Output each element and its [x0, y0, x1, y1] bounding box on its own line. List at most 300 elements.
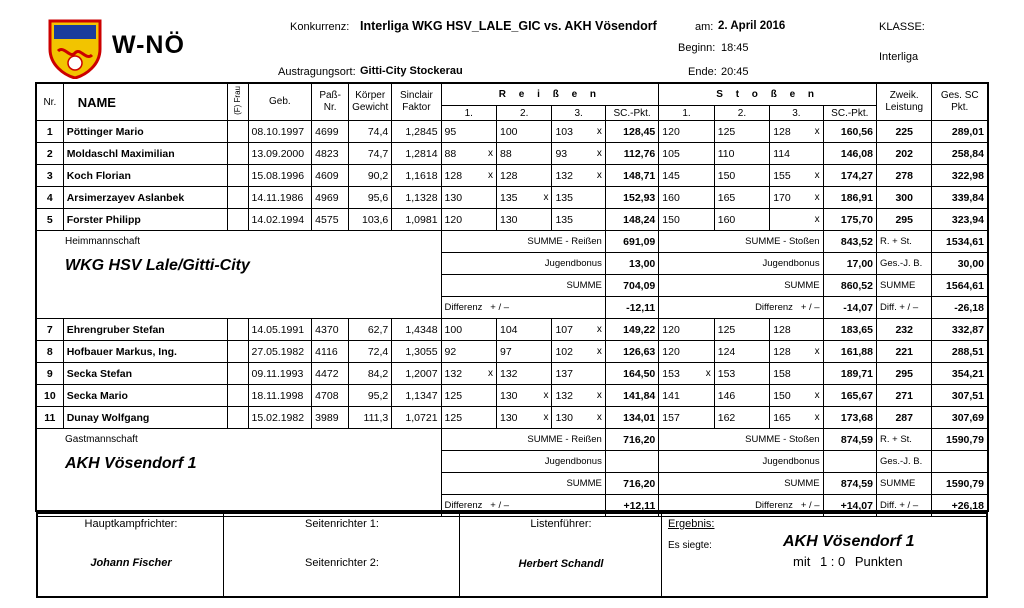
s3-weight: 135	[555, 213, 573, 226]
s3-attempt-cell	[552, 143, 605, 165]
sum-snatch-label: SUMME - Reißen	[441, 429, 605, 451]
sum-cj: 874,59	[823, 429, 876, 451]
cj-sc: 161,88	[823, 341, 876, 363]
team-blank	[37, 297, 442, 319]
athlete-birthdate: 14.11.1986	[248, 187, 312, 209]
athlete-sinclair: 1,4348	[392, 319, 441, 341]
summe-cj: 874,59	[823, 473, 876, 495]
s3-weight: 137	[555, 367, 573, 380]
col-name: NAME	[63, 84, 227, 121]
athlete-total: 295	[877, 363, 932, 385]
c3-invalid-mark: x	[814, 169, 820, 181]
s2-weight: 88	[500, 147, 512, 160]
summe-cj-label: SUMME	[659, 473, 823, 495]
c1-attempt-cell	[659, 341, 714, 363]
score-suffix: Punkten	[854, 554, 903, 569]
c2-attempt-cell	[714, 165, 769, 187]
crest-icon	[46, 17, 104, 79]
s3-attempt-cell	[552, 385, 605, 407]
summe-cj-label: SUMME	[659, 275, 823, 297]
cj-sc: 189,71	[823, 363, 876, 385]
athlete-frau	[227, 319, 248, 341]
athlete-nr: 4	[37, 187, 64, 209]
sum-cj-label: SUMME - Stoßen	[659, 429, 823, 451]
athlete-birthdate: 18.11.1998	[248, 385, 312, 407]
athlete-frau	[227, 363, 248, 385]
s2-attempt-cell	[497, 385, 552, 407]
col-a3: 3.	[770, 106, 823, 121]
s1-attempt-cell	[441, 341, 496, 363]
youth-cj-label: Jugendbonus	[659, 253, 823, 275]
athlete-birthdate: 15.08.1996	[248, 165, 312, 187]
diff-total-label: Diff. + / –	[877, 297, 932, 319]
s3-attempt-cell	[552, 209, 605, 231]
snatch-sc: 152,93	[605, 187, 658, 209]
c1-attempt-cell	[659, 385, 714, 407]
col-a3: 3.	[552, 106, 605, 121]
athlete-pass: 4823	[312, 143, 349, 165]
athlete-name: Dunay Wolfgang	[63, 407, 227, 429]
diff-cj: -14,07	[823, 297, 876, 319]
c3-weight: 150	[773, 389, 791, 402]
col-koerper: Körper Gewicht	[349, 84, 392, 121]
s3-weight: 132	[555, 169, 573, 182]
athlete-ges-sc: 323,94	[932, 209, 988, 231]
athlete-pass: 4116	[312, 341, 349, 363]
athlete-nr: 3	[37, 165, 64, 187]
col-geb: Geb.	[248, 84, 312, 121]
c2-weight: 153	[717, 367, 736, 380]
s2-weight: 130	[500, 411, 518, 424]
s1-attempt-cell	[441, 165, 496, 187]
athlete-ges-sc: 322,98	[932, 165, 988, 187]
s1-attempt-cell	[441, 209, 496, 231]
s1-weight: 95	[444, 125, 457, 138]
c2-attempt-cell	[714, 121, 769, 143]
s2-attempt-cell	[497, 187, 552, 209]
c3-invalid-mark: x	[814, 125, 820, 137]
rst-label: R. + St.	[877, 429, 932, 451]
diff-snatch-label: Differenz + / –	[441, 297, 605, 319]
athlete-ges-sc: 288,51	[932, 341, 988, 363]
s3-weight: 135	[555, 191, 573, 204]
s3-weight: 103	[555, 125, 573, 138]
athlete-row	[37, 165, 988, 187]
team-label-cell: Heimmannschaft	[37, 231, 442, 253]
diff-snatch: +12,11	[605, 495, 658, 517]
class-label: KLASSE:	[879, 21, 925, 33]
venue-value: Gitti-City Stockerau	[360, 65, 463, 77]
youth-snatch-label: Jugendbonus	[441, 253, 605, 275]
c1-weight: 120	[662, 125, 680, 138]
athlete-total: 232	[877, 319, 932, 341]
c2-weight: 110	[717, 147, 735, 160]
athlete-pass: 4699	[312, 121, 349, 143]
s2-attempt-cell	[497, 341, 552, 363]
athlete-birthdate: 14.02.1994	[248, 209, 312, 231]
summe-total: 1590,79	[932, 473, 988, 495]
s2-invalid-mark: x	[543, 191, 549, 203]
athlete-frau	[227, 165, 248, 187]
c3-attempt-cell	[770, 407, 823, 429]
s1-invalid-mark: x	[488, 147, 493, 159]
athlete-nr: 8	[37, 341, 64, 363]
c3-weight: 128	[773, 345, 791, 358]
s2-attempt-cell	[497, 143, 552, 165]
end-time: 20:45	[721, 66, 749, 78]
summe-cj: 860,52	[823, 275, 876, 297]
team-name: AKH Vösendorf 1	[37, 451, 442, 495]
athlete-total: 271	[877, 385, 932, 407]
athlete-birthdate: 15.02.1982	[248, 407, 312, 429]
athlete-total: 225	[877, 121, 932, 143]
s1-attempt-cell	[441, 407, 496, 429]
c1-weight: 150	[662, 213, 680, 226]
score-prefix: mit	[793, 554, 811, 569]
cj-sc: 175,70	[823, 209, 876, 231]
athlete-total: 300	[877, 187, 932, 209]
c1-attempt-cell	[659, 363, 714, 385]
c2-weight: 162	[717, 411, 736, 424]
c2-weight: 125	[717, 125, 736, 138]
referee-name: Johann Fischer	[90, 557, 172, 569]
athlete-total: 287	[877, 407, 932, 429]
col-sinclair: Sinclair Faktor	[392, 84, 441, 121]
class-value: Interliga	[879, 51, 919, 63]
snatch-sc: 164,50	[605, 363, 658, 385]
athlete-name: Moldaschl Maximilian	[63, 143, 227, 165]
athlete-frau	[227, 407, 248, 429]
c2-weight: 146	[717, 389, 736, 402]
c3-weight: 165	[773, 411, 791, 424]
s2-attempt-cell	[497, 121, 552, 143]
c2-attempt-cell	[714, 363, 769, 385]
gesjb-label: Ges.-J. B.	[877, 451, 932, 473]
end-label: Ende:	[688, 66, 717, 78]
s2-attempt-cell	[497, 363, 552, 385]
athlete-ges-sc: 289,01	[932, 121, 988, 143]
c3-weight: 170	[773, 191, 791, 204]
c1-invalid-mark: x	[705, 367, 711, 379]
s3-invalid-mark: x	[596, 169, 602, 181]
s2-weight: 130	[500, 389, 518, 402]
federation-logo	[46, 17, 104, 79]
c1-attempt-cell	[659, 165, 714, 187]
s2-attempt-cell	[497, 407, 552, 429]
athlete-pass: 4575	[312, 209, 349, 231]
gesjb-value: 30,00	[932, 253, 988, 275]
athlete-row	[37, 341, 988, 363]
athlete-frau	[227, 209, 248, 231]
s3-invalid-mark: x	[596, 345, 602, 357]
athlete-sinclair: 1,1328	[392, 187, 441, 209]
athlete-sinclair: 1,1618	[392, 165, 441, 187]
athlete-pass: 4708	[312, 385, 349, 407]
cj-sc: 160,56	[823, 121, 876, 143]
col-zweik: Zweik. Leistung	[877, 84, 932, 121]
c3-attempt-cell	[770, 121, 823, 143]
s1-attempt-cell	[441, 385, 496, 407]
athlete-name: Secka Stefan	[63, 363, 227, 385]
athlete-name: Pöttinger Mario	[63, 121, 227, 143]
summe-total-label: SUMME	[877, 275, 932, 297]
athlete-pass: 3989	[312, 407, 349, 429]
s2-weight: 135	[500, 191, 518, 204]
c2-attempt-cell	[714, 143, 769, 165]
c1-attempt-cell	[659, 209, 714, 231]
athlete-row	[37, 209, 988, 231]
athlete-bodyweight: 84,2	[349, 363, 392, 385]
athlete-sinclair: 1,0981	[392, 209, 441, 231]
sum-snatch: 716,20	[605, 429, 658, 451]
athlete-total: 221	[877, 341, 932, 363]
signature-footer	[36, 512, 988, 598]
c1-weight: 145	[662, 169, 680, 182]
athlete-nr: 9	[37, 363, 64, 385]
athlete-nr: 2	[37, 143, 64, 165]
youth-cj-label: Jugendbonus	[659, 451, 823, 473]
col-snatch: R e i ß e n	[441, 84, 659, 106]
winner-label: Es siegte:	[668, 540, 712, 551]
athlete-nr: 11	[37, 407, 64, 429]
c1-weight: 105	[662, 147, 680, 160]
s1-weight: 92	[444, 345, 457, 358]
date-label: am:	[695, 21, 714, 33]
s1-attempt-cell	[441, 143, 496, 165]
competition-label: Konkurrenz:	[290, 21, 350, 33]
side-referee-2-label: Seitenrichter 2:	[305, 557, 379, 569]
athlete-birthdate: 09.11.1993	[248, 363, 312, 385]
gesjb-label: Ges.-J. B.	[877, 253, 932, 275]
athlete-bodyweight: 90,2	[349, 165, 392, 187]
col-sc: SC.-Pkt.	[605, 106, 658, 121]
col-gessc: Ges. SC Pkt.	[932, 84, 988, 121]
diff-snatch-label: Differenz + / –	[441, 495, 605, 517]
snatch-sc: 148,71	[605, 165, 658, 187]
c3-invalid-mark: x	[814, 345, 820, 357]
c2-weight: 124	[717, 345, 736, 358]
s2-weight: 104	[500, 323, 518, 336]
team-name: WKG HSV Lale/Gitti-City	[37, 253, 442, 297]
begin-label: Beginn:	[678, 42, 716, 54]
athlete-bodyweight: 103,6	[349, 209, 392, 231]
col-a2: 2.	[714, 106, 769, 121]
athlete-row	[37, 121, 988, 143]
athlete-row	[37, 385, 988, 407]
athlete-ges-sc: 354,21	[932, 363, 988, 385]
c3-invalid-mark: x	[814, 389, 820, 401]
athlete-total: 295	[877, 209, 932, 231]
athlete-bodyweight: 62,7	[349, 319, 392, 341]
athlete-birthdate: 13.09.2000	[248, 143, 312, 165]
score-value: 1 : 0	[819, 554, 846, 569]
snatch-sc: 148,24	[605, 209, 658, 231]
referee-label: Hauptkampfrichter:	[84, 518, 178, 530]
s2-invalid-mark: x	[543, 411, 549, 423]
snatch-sc: 149,22	[605, 319, 658, 341]
sum-cj-label: SUMME - Stoßen	[659, 231, 823, 253]
date-value: 2. April 2016	[718, 20, 786, 32]
athlete-sinclair: 1,3055	[392, 341, 441, 363]
c3-attempt-cell	[770, 165, 823, 187]
c2-attempt-cell	[714, 209, 769, 231]
s1-invalid-mark: x	[488, 367, 493, 379]
c2-weight: 125	[717, 323, 736, 336]
athlete-sinclair: 1,2814	[392, 143, 441, 165]
athlete-sinclair: 1,0721	[392, 407, 441, 429]
athlete-bodyweight: 74,4	[349, 121, 392, 143]
sum-cj: 843,52	[823, 231, 876, 253]
s3-weight: 107	[555, 323, 573, 336]
s1-weight: 88	[444, 147, 457, 160]
col-sc: SC.-Pkt.	[823, 106, 876, 121]
s1-weight: 125	[444, 411, 463, 424]
sum-snatch-label: SUMME - Reißen	[441, 231, 605, 253]
col-a1: 1.	[659, 106, 714, 121]
c3-invalid-mark: x	[814, 191, 820, 203]
s3-attempt-cell	[552, 341, 605, 363]
athlete-nr: 7	[37, 319, 64, 341]
col-frau-label: (F) Frau	[233, 86, 243, 115]
athlete-sinclair: 1,2007	[392, 363, 441, 385]
athlete-pass: 4370	[312, 319, 349, 341]
c3-attempt-cell	[770, 319, 823, 341]
s1-attempt-cell	[441, 363, 496, 385]
athlete-frau	[227, 143, 248, 165]
athlete-pass: 4969	[312, 187, 349, 209]
begin-time: 18:45	[721, 42, 749, 54]
c3-weight: 114	[773, 147, 790, 160]
cj-sc: 186,91	[823, 187, 876, 209]
s2-invalid-mark: x	[543, 389, 549, 401]
summe-snatch-label: SUMME	[441, 275, 605, 297]
athlete-total: 202	[877, 143, 932, 165]
athlete-row	[37, 319, 988, 341]
col-nr: Nr.	[37, 84, 64, 121]
s3-invalid-mark: x	[596, 323, 602, 335]
team-label-cell: Gastmannschaft	[37, 429, 442, 451]
c1-attempt-cell	[659, 319, 714, 341]
athlete-ges-sc: 307,69	[932, 407, 988, 429]
athlete-name: Arsimerzayev Aslanbek	[63, 187, 227, 209]
c3-attempt-cell	[770, 143, 823, 165]
s3-attempt-cell	[552, 407, 605, 429]
youth-snatch-label: Jugendbonus	[441, 451, 605, 473]
c3-attempt-cell	[770, 209, 823, 231]
athlete-bodyweight: 74,7	[349, 143, 392, 165]
athlete-nr: 10	[37, 385, 64, 407]
athlete-bodyweight: 111,3	[349, 407, 392, 429]
athlete-nr: 5	[37, 209, 64, 231]
s3-invalid-mark: x	[596, 147, 602, 159]
venue-label: Austragungsort:	[278, 66, 356, 78]
col-frau	[227, 84, 248, 121]
summe-total: 1564,61	[932, 275, 988, 297]
s3-attempt-cell	[552, 363, 605, 385]
athlete-frau	[227, 121, 248, 143]
s1-attempt-cell	[441, 187, 496, 209]
athlete-row	[37, 143, 988, 165]
s1-weight: 132	[444, 367, 463, 380]
youth-snatch	[605, 451, 658, 473]
s1-attempt-cell	[441, 121, 496, 143]
s2-weight: 97	[500, 345, 512, 358]
s3-weight: 130	[555, 411, 573, 424]
c3-attempt-cell	[770, 341, 823, 363]
athlete-bodyweight: 72,4	[349, 341, 392, 363]
c3-attempt-cell	[770, 187, 823, 209]
rst-value: 1534,61	[932, 231, 988, 253]
c1-weight: 120	[662, 323, 680, 336]
s3-weight: 93	[555, 147, 568, 160]
s3-invalid-mark: x	[596, 389, 602, 401]
c2-weight: 165	[717, 191, 736, 204]
c3-attempt-cell	[770, 363, 823, 385]
cj-sc: 165,67	[823, 385, 876, 407]
athlete-name: Secka Mario	[63, 385, 227, 407]
snatch-sc: 128,45	[605, 121, 658, 143]
s2-weight: 132	[500, 367, 518, 380]
c3-invalid-mark: x	[814, 411, 820, 423]
c1-attempt-cell	[659, 187, 714, 209]
summe-total-label: SUMME	[877, 473, 932, 495]
c3-weight: 128	[773, 125, 791, 138]
s3-attempt-cell	[552, 165, 605, 187]
rst-label: R. + St.	[877, 231, 932, 253]
athlete-ges-sc: 339,84	[932, 187, 988, 209]
diff-cj-label: Differenz + / –	[659, 297, 823, 319]
logo-text: W-NÖ	[112, 31, 185, 59]
c2-weight: 150	[717, 169, 736, 182]
athlete-pass: 4472	[312, 363, 349, 385]
c1-weight: 120	[662, 345, 680, 358]
diff-cj-label: Differenz + / –	[659, 495, 823, 517]
cj-sc: 174,27	[823, 165, 876, 187]
s1-weight: 125	[444, 389, 463, 402]
c1-weight: 141	[662, 389, 680, 402]
athlete-birthdate: 14.05.1991	[248, 319, 312, 341]
athlete-row	[37, 363, 988, 385]
summe-snatch-label: SUMME	[441, 473, 605, 495]
diff-total-label: Diff. + / –	[877, 495, 932, 517]
referee-box	[38, 514, 224, 596]
athlete-sinclair: 1,1347	[392, 385, 441, 407]
athlete-birthdate: 08.10.1997	[248, 121, 312, 143]
athlete-name: Ehrengruber Stefan	[63, 319, 227, 341]
athlete-sinclair: 1,2845	[392, 121, 441, 143]
col-cj: S t o ß e n	[659, 84, 877, 106]
col-a2: 2.	[497, 106, 552, 121]
athlete-birthdate: 27.05.1982	[248, 341, 312, 363]
cj-sc: 146,08	[823, 143, 876, 165]
col-a1: 1.	[441, 106, 496, 121]
athlete-name: Koch Florian	[63, 165, 227, 187]
s2-weight: 130	[500, 213, 518, 226]
s3-attempt-cell	[552, 319, 605, 341]
c1-weight: 153	[662, 367, 680, 380]
s2-attempt-cell	[497, 319, 552, 341]
cj-sc: 183,65	[823, 319, 876, 341]
col-pass: Paß- Nr.	[312, 84, 349, 121]
s3-weight: 132	[555, 389, 573, 402]
snatch-sc: 141,84	[605, 385, 658, 407]
list-keeper-name: Herbert Schandl	[518, 558, 604, 570]
youth-snatch: 13,00	[605, 253, 658, 275]
snatch-sc: 112,76	[605, 143, 658, 165]
c2-attempt-cell	[714, 187, 769, 209]
athlete-bodyweight: 95,2	[349, 385, 392, 407]
c1-weight: 160	[662, 191, 680, 204]
